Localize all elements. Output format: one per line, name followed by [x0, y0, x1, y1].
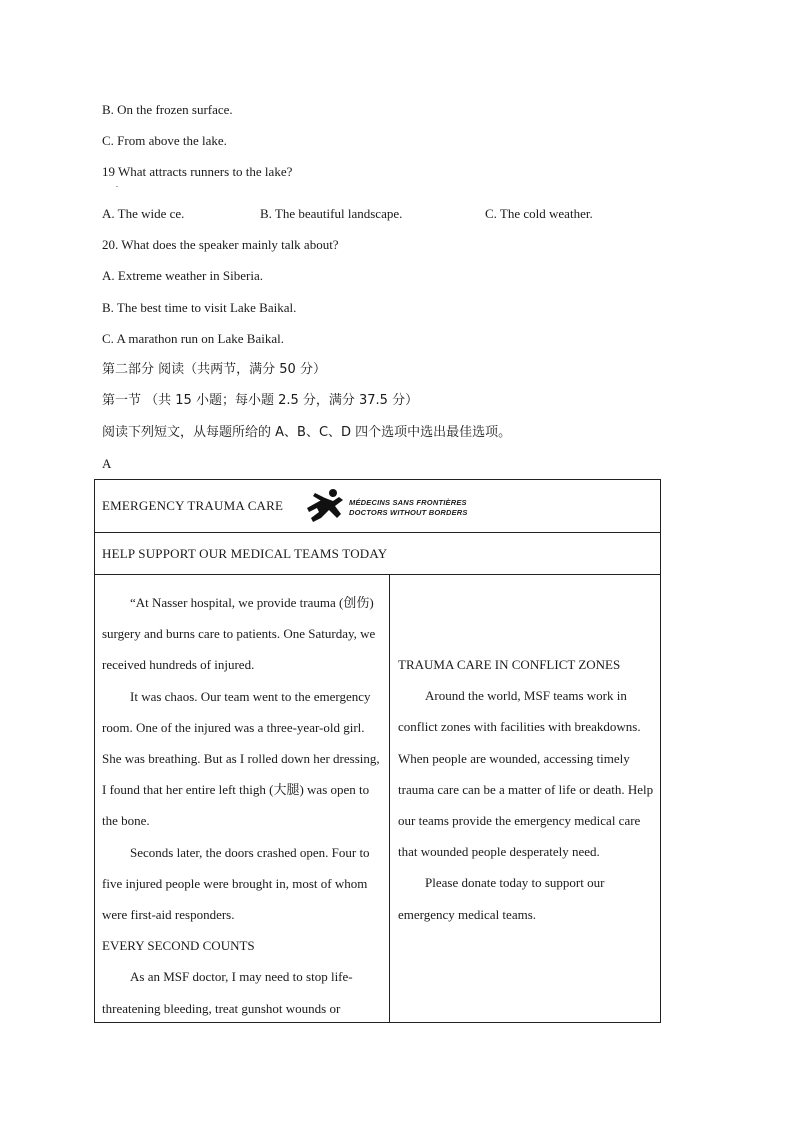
left-paragraph-2: It was chaos. Our team went to the emergency room. One of the injured was a three-year-old girl. She was breathing. But as I rolled down her dressing, I found that her entire left thigh (大腿) was open to the bone.	[102, 688, 380, 829]
left-heading: EVERY SECOND COUNTS	[102, 938, 255, 954]
msf-running-man-icon	[303, 488, 351, 524]
msf-logo	[303, 488, 479, 524]
logo-line2: DOCTORS WITHOUT BORDERS	[349, 508, 468, 517]
ad-left-column	[95, 575, 390, 1023]
ad-subheader-cell	[95, 533, 661, 575]
right-heading: TRAUMA CARE IN CONFLICT ZONES	[398, 657, 621, 672]
left-paragraph-4: As an MSF doctor, I may need to stop life-threatening bleeding, treat gunshot wounds or	[102, 969, 353, 1016]
q20-option-a: A. Extreme weather in Siberia.	[102, 268, 263, 283]
q18-option-c: C. From above the lake.	[102, 133, 227, 148]
right-paragraph-2: Please donate today to support our emergency medical teams.	[398, 875, 605, 922]
left-paragraph-3: Seconds later, the doors crashed open. Four to five injured people were brought in, most of whom were first-aid responders.	[102, 844, 370, 923]
right-paragraph-1: Around the world, MSF teams work in conflict zones with facilities with breakdowns. When people are wounded, accessing timely trauma care can be a matter of life or death. Help our teams provide the emergency medical care that wounded people desperately need.	[398, 688, 654, 860]
q19-option-c: C. The cold weather.	[485, 206, 593, 221]
part2-title: 第二部分 阅读（共两节，满分 50 分）	[102, 362, 326, 377]
q19-option-a: A. The wide ce.	[102, 206, 185, 221]
reading-instruction: 阅读下列短文，从每题所给的 A、B、C、D 四个选项中选出最佳选项。	[102, 425, 512, 440]
q20-option-c: C. A marathon run on Lake Baikal.	[102, 331, 284, 346]
ad-header: EMERGENCY TRAUMA CARE	[102, 498, 284, 513]
passage-label: A	[102, 456, 112, 471]
q20-option-b: B. The best time to visit Lake Baikal.	[102, 300, 297, 315]
ad-header-cell	[95, 480, 661, 533]
ad-right-column	[390, 575, 661, 1023]
q19-stem: 19 What attracts runners to the lake?	[102, 164, 293, 179]
q18-option-b: B. On the frozen surface.	[102, 102, 233, 117]
section1-title: 第一节 （共 15 小题；每小题 2.5 分，满分 37.5 分）	[102, 393, 419, 408]
q19-dot: .	[116, 180, 118, 189]
left-paragraph-1: “At Nasser hospital, we provide trauma (创伤) surgery and burns care to patients. One Saturday, we received hundreds of injured.	[102, 595, 376, 673]
msf-ad-table	[94, 479, 661, 1023]
ad-subheader: HELP SUPPORT OUR MEDICAL TEAMS TODAY	[102, 546, 388, 561]
q19-option-b: B. The beautiful landscape.	[260, 206, 403, 221]
logo-line1: MÉDECINS SANS FRONTIÈRES	[349, 498, 467, 507]
q20-stem: 20. What does the speaker mainly talk about?	[102, 237, 339, 252]
